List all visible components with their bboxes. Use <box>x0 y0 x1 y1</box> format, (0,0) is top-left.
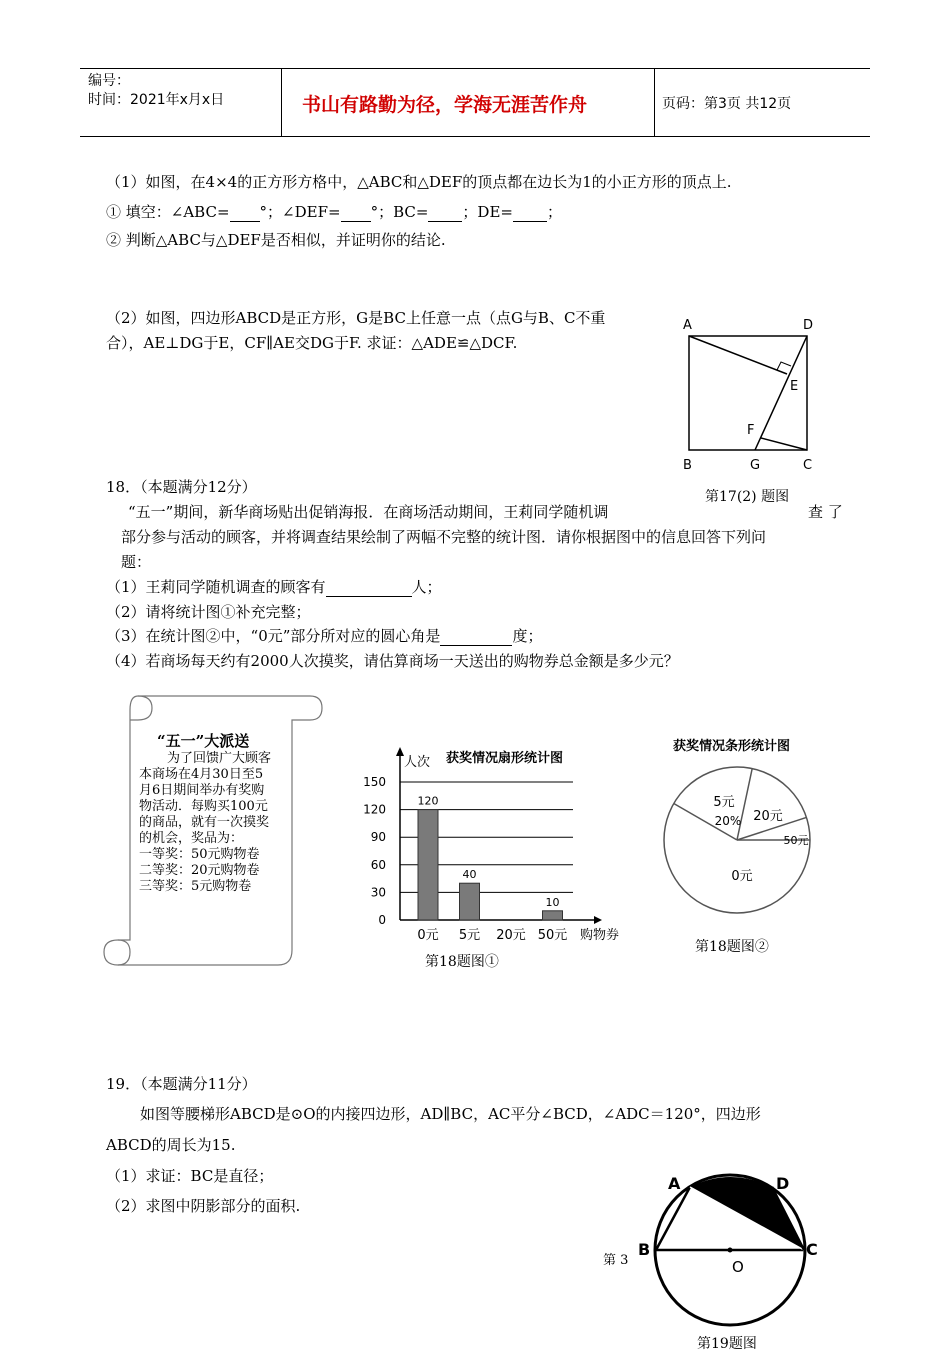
q17-fill-text: °；∠DEF= <box>259 203 341 221</box>
poster-line: 物活动．每购买100元 <box>139 799 268 814</box>
serial-label: 编号： <box>88 73 130 89</box>
page-info: 页码：第3页 共12页 <box>662 96 792 112</box>
point-e-label: E <box>790 379 799 394</box>
q18-sub1-text: （1）王莉同学随机调查的顾客有 <box>106 578 326 596</box>
bar-chart-xtick: 50元 <box>537 928 568 943</box>
bar-chart-xtick: 20元 <box>496 928 526 943</box>
bar-chart-xtick: 0元 <box>417 928 439 943</box>
q19-title: 19．（本题满分11分） <box>106 1075 257 1093</box>
q17-p1-fill <box>106 201 562 222</box>
q17-fill-text: °；BC= <box>370 203 429 221</box>
bar-chart-caption: 第18题图① <box>425 954 499 970</box>
q18-body2: 部分参与活动的顾客，并将调查结果绘制了两幅不完整的统计图．请你根据图中的信息回答下列问 <box>121 528 767 546</box>
square-figure <box>675 312 825 477</box>
pie-chart-caption: 第18题图② <box>695 939 769 955</box>
bar <box>543 911 563 920</box>
poster-line: 为了回馈广大顾客 <box>167 751 272 766</box>
point-c-label: C <box>803 458 813 473</box>
bar-chart-title: 获奖情况扇形统计图 <box>446 751 564 766</box>
q17-p1-intro: （1）如图，在4×4的正方形方格中，△ABC和△DEF的顶点都在边长为1的小正方形的顶点上. <box>106 173 732 191</box>
pie-slice-label: 0元 <box>731 869 753 884</box>
q17-fill-text: ； <box>546 203 562 221</box>
answer-blank <box>341 203 371 222</box>
point-d-label: D <box>776 1174 790 1193</box>
pie-slice-label: 5元 <box>713 795 735 810</box>
answer-blank <box>230 203 260 222</box>
right-angle-mark <box>777 362 791 370</box>
bar-data-label: 40 <box>462 868 477 882</box>
bar-chart-ytick: 60 <box>370 857 386 872</box>
poster-line: 的商品，就有一次摸奖 <box>139 815 270 830</box>
pie-chart <box>660 730 825 930</box>
point-b-label: B <box>638 1240 651 1259</box>
motto: 书山有路勤为径，学海无涯苦作舟 <box>302 94 588 116</box>
q17-p2-line2: 合），AE⊥DG于E，CF∥AE交DG于F. 求证：△ADE≌△DCF. <box>106 334 518 352</box>
q18-body1: “五一”期间，新华商场贴出促销海报．在商场活动期间，王莉同学随机调 <box>128 503 609 521</box>
q18-sub3-end: 度； <box>512 627 543 645</box>
poster-title: “五一”大派送 <box>157 732 250 750</box>
answer-blank <box>440 627 512 646</box>
q19-fig-caption: 第19题图 <box>697 1336 757 1352</box>
bar <box>460 883 480 920</box>
q17-fill-text: ① 填空：∠ABC= <box>106 203 230 221</box>
poster-line: 的机会，奖品为： <box>139 831 244 846</box>
bar-chart-xlabel: 购物券 <box>580 928 620 943</box>
bar-chart-ytick: 0 <box>378 913 386 927</box>
poster-line: 本商场在4月30日至5 <box>139 767 264 782</box>
q18-sub4: （4）若商场每天约有2000人次摸奖，请估算商场一天送出的购物券总金额是多少元？ <box>106 652 679 670</box>
q19-sub1: （1）求证：BC是直径； <box>106 1167 274 1185</box>
pie-slice-label: 50元 <box>783 834 809 847</box>
shaded-segment <box>690 1177 772 1187</box>
header-divider <box>654 69 655 136</box>
bar-chart-xtick: 5元 <box>458 928 481 943</box>
q19-sub2: （2）求图中阴影部分的面积. <box>106 1197 301 1215</box>
segment-cf <box>761 438 807 450</box>
pie-chart-plot <box>664 767 810 913</box>
bar-chart <box>358 742 628 947</box>
q19-side-label: 第 3 <box>603 1253 629 1268</box>
point-a-label: A <box>683 318 692 333</box>
q19-body1: 如图等腰梯形ABCD是⊙O的内接四边形，AD∥BC，AC平分∠BCD，∠ADC＝120°，四边形 <box>140 1105 761 1123</box>
bar-chart-x-arrow <box>594 916 602 924</box>
point-f-label: F <box>747 423 755 438</box>
center-point <box>728 1248 733 1253</box>
point-b-label: B <box>683 458 692 473</box>
bar-chart-ylabel: 人次 <box>404 755 431 770</box>
bar <box>418 810 438 920</box>
bar-chart-plot <box>363 747 602 943</box>
q18-title: 18．（本题满分12分） <box>106 478 257 496</box>
pie-chart-title: 获奖情况条形统计图 <box>673 739 791 754</box>
segment-dg <box>755 336 807 450</box>
q18-sub2: （2）请将统计图①补充完整； <box>106 603 311 621</box>
point-g-label: G <box>750 458 761 473</box>
date-label: 时间：2021年x月x日 <box>88 92 225 108</box>
q18-body3: 题： <box>121 553 152 571</box>
point-d-label: D <box>803 318 814 333</box>
pie-slice-label: 20元 <box>753 809 783 824</box>
q17-fig-caption: 第17(2) 题图 <box>705 489 790 505</box>
answer-blank <box>428 203 462 222</box>
segment-ae <box>689 336 787 374</box>
pie-percent-label: 20% <box>714 814 742 828</box>
bar-chart-ytick: 120 <box>363 802 386 817</box>
answer-blank <box>513 203 547 222</box>
circle-figure <box>630 1165 830 1344</box>
q19-body2: ABCD的周长为15. <box>106 1136 236 1154</box>
point-a-label: A <box>668 1174 681 1193</box>
bar-chart-ytick: 30 <box>370 885 386 900</box>
header-divider <box>281 69 282 136</box>
poster-line: 月6日期间举办有奖购 <box>139 783 265 798</box>
poster-line: 二等奖：20元购物卷 <box>139 863 260 878</box>
q18-body1-end: 查 了 <box>808 503 843 521</box>
bar-chart-y-arrow <box>396 747 404 756</box>
poster-line: 三等奖：5元购物卷 <box>139 879 252 894</box>
bar-chart-ytick: 90 <box>370 830 386 845</box>
q18-sub3-text: （3）在统计图②中，“0元”部分所对应的圆心角是 <box>106 627 441 645</box>
q18-sub1 <box>106 576 442 597</box>
bar-data-label: 10 <box>545 895 560 909</box>
q17-p1-judge: ② 判断△ABC与△DEF是否相似，并证明你的结论. <box>106 231 446 249</box>
poster-line: 一等奖：50元购物卷 <box>139 847 260 862</box>
q18-sub1-end: 人； <box>411 578 442 596</box>
point-c-label: C <box>806 1240 818 1259</box>
poster-text <box>139 751 271 895</box>
bar-chart-ytick: 150 <box>363 775 386 789</box>
answer-blank <box>326 578 412 597</box>
q17-p2-line1: （2）如图，四边形ABCD是正方形，G是BC上任意一点（点G与B、C不重 <box>106 309 606 327</box>
q17-fill-text: ；DE= <box>462 203 513 221</box>
q18-sub3 <box>106 625 542 646</box>
bar-data-label: 120 <box>417 794 439 808</box>
point-o-label: O <box>732 1258 744 1276</box>
